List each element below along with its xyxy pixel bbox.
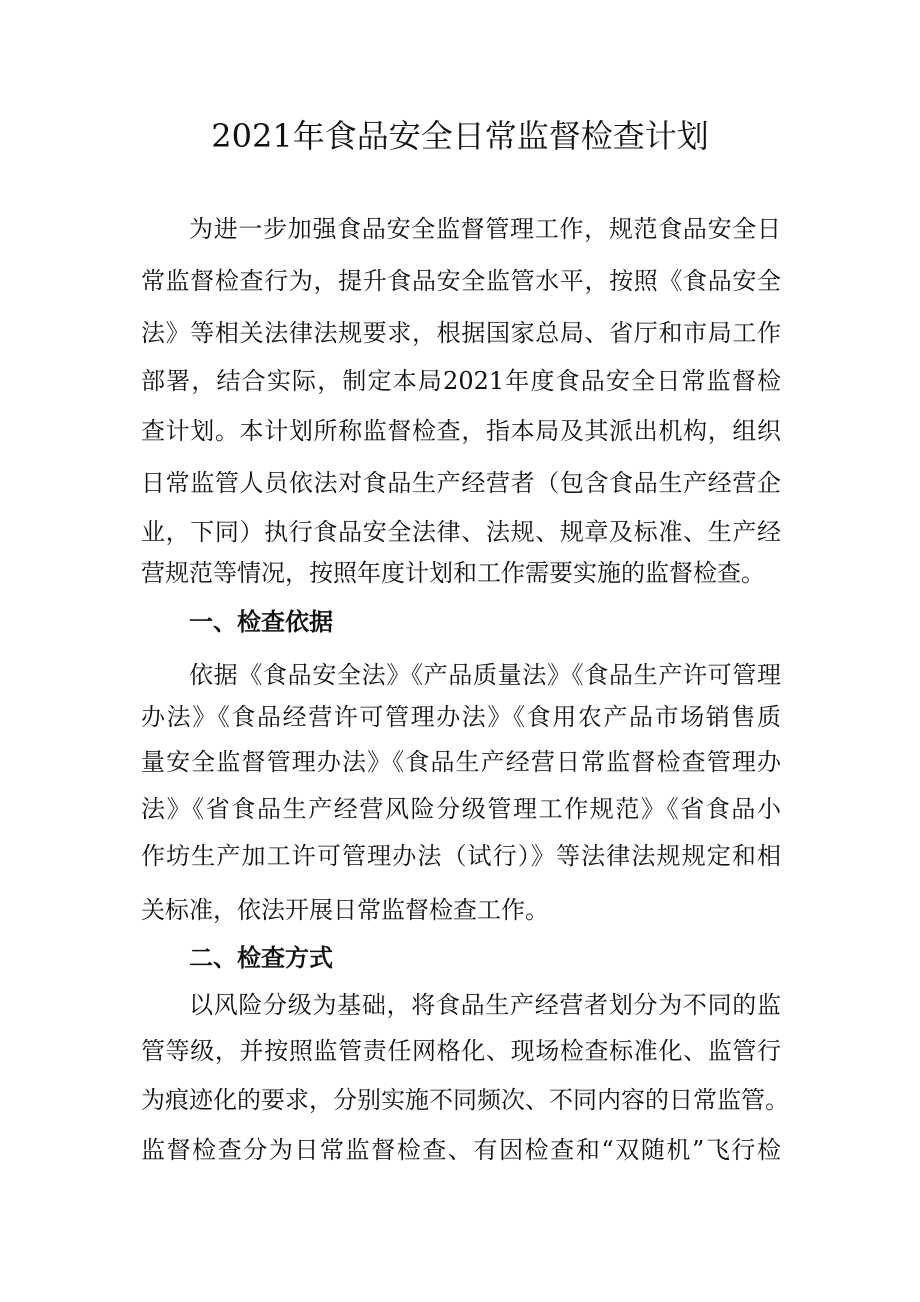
basis-line: 量安全监督管理办法》《食品生产经营日常监督检查管理办 — [141, 748, 781, 776]
intro-line: 查计划。本计划所称监督检查，指本局及其派出机构，组织 — [141, 417, 781, 445]
intro-line: 部署，结合实际，制定本局2021年度食品安全日常监督检 — [141, 367, 781, 395]
intro-line: 常监督检查行为，提升食品安全监管水平，按照《食品安全 — [141, 267, 781, 295]
basis-line: 关标准，依法开展日常监督检查工作。 — [141, 896, 549, 924]
section-heading-method: 二、检查方式 — [189, 943, 333, 972]
method-line: 为痕迹化的要求，分别实施不同频次、不同内容的日常监管。 — [141, 1086, 789, 1114]
section-heading-basis: 一、检查依据 — [189, 607, 333, 636]
method-line: 监督检查分为日常监督检查、有因检查和“双随机”飞行检 — [141, 1136, 781, 1164]
intro-line: 为进一步加强食品安全监督管理工作，规范食品安全日 — [189, 215, 781, 243]
intro-line: 业，下同）执行食品安全法律、法规、规章及标准、生产经 — [141, 518, 781, 546]
basis-line: 依据《食品安全法》《产品质量法》《食品生产许可管理 — [189, 661, 781, 689]
document-title: 2021年食品安全日常监督检查计划 — [211, 117, 709, 155]
basis-line: 法》《省食品生产经营风险分级管理工作规范》《省食品小 — [141, 795, 781, 823]
method-line: 管等级，并按照监管责任网格化、现场检查标准化、监管行 — [141, 1037, 781, 1065]
intro-line: 营规范等情况，按照年度计划和工作需要实施的监督检查。 — [141, 559, 765, 587]
intro-line: 日常监管人员依法对食品生产经营者（包含食品生产经营企 — [141, 469, 781, 497]
method-line: 以风险分级为基础，将食品生产经营者划分为不同的监 — [189, 991, 781, 1019]
intro-line: 法》等相关法律法规要求，根据国家总局、省厅和市局工作 — [141, 319, 781, 347]
basis-line: 作坊生产加工许可管理办法（试行）》等法律法规规定和相 — [141, 842, 781, 870]
basis-line: 办法》《食品经营许可管理办法》《食用农产品市场销售质 — [141, 703, 781, 731]
